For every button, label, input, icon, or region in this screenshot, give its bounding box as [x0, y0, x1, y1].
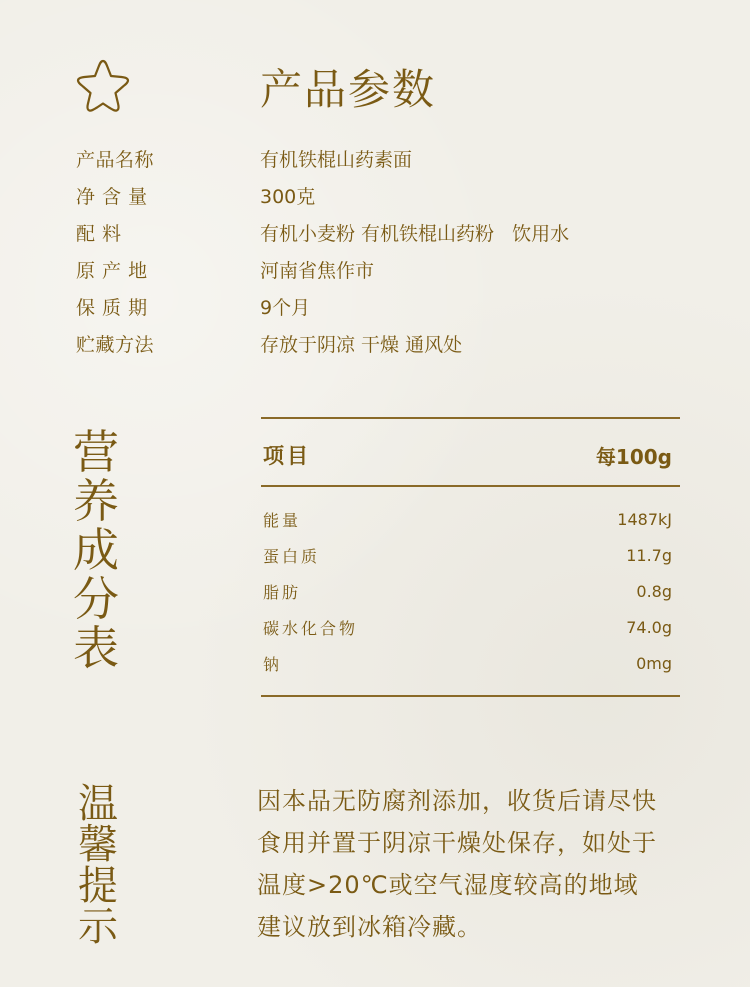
side-title-char: 营 — [73, 425, 119, 479]
param-row — [76, 177, 696, 214]
table-row — [261, 505, 680, 541]
nutrient-value: 0.8g — [636, 582, 672, 601]
header-item: 项目 — [263, 444, 311, 468]
param-label: 保 质 期 — [76, 297, 148, 319]
side-title-char: 示 — [78, 904, 118, 950]
param-value: 存放于阴凉 干燥 通风处 — [260, 334, 463, 356]
param-label: 净 含 量 — [76, 186, 148, 208]
param-value: 有机小麦粉 有机铁棍山药粉 饮用水 — [260, 223, 570, 245]
nutrient-value: 74.0g — [626, 618, 672, 637]
star-icon — [74, 58, 132, 114]
nutrient-name: 蛋白质 — [263, 547, 321, 566]
nutrient-name: 碳水化合物 — [263, 619, 359, 638]
param-label: 原 产 地 — [76, 260, 148, 282]
page-title: 产品参数 — [260, 65, 437, 114]
side-title-char: 分 — [73, 572, 119, 626]
param-row — [76, 251, 696, 288]
tips-line: 食用并置于阴凉干燥处保存，如处于 — [257, 829, 657, 857]
nutrition-table — [261, 417, 680, 697]
param-row — [76, 214, 696, 251]
nutrient-name: 钠 — [263, 655, 283, 674]
product-params — [76, 140, 696, 362]
side-title-char: 馨 — [78, 822, 118, 868]
nutrition-side-title — [66, 425, 126, 675]
nutrient-name: 脂肪 — [263, 583, 302, 602]
side-title-char: 养 — [73, 474, 119, 528]
param-label: 贮藏方法 — [76, 334, 155, 356]
table-bottom-rule — [261, 695, 680, 697]
table-row — [261, 649, 680, 685]
nutrient-value: 0mg — [636, 654, 672, 673]
param-row — [76, 140, 696, 177]
table-row — [261, 613, 680, 649]
tips-line: 建议放到冰箱冷藏。 — [257, 913, 482, 941]
param-value: 河南省焦作市 — [260, 260, 375, 282]
table-header — [261, 419, 680, 485]
nutrient-value: 1487kJ — [617, 510, 672, 529]
side-title-char: 温 — [78, 781, 118, 827]
table-row — [261, 577, 680, 613]
param-value: 有机铁棍山药素面 — [260, 149, 413, 171]
side-title-char: 提 — [78, 863, 118, 909]
side-title-char: 表 — [73, 621, 119, 675]
header-per: 每100g — [595, 445, 672, 469]
nutrient-value: 11.7g — [626, 546, 672, 565]
side-title-char: 成 — [73, 523, 119, 577]
param-value: 9个月 — [260, 297, 311, 319]
nutrient-name: 能量 — [263, 511, 302, 530]
tips-line: 温度>20℃或空气湿度较高的地域 — [257, 871, 639, 899]
param-label: 产品名称 — [76, 149, 155, 171]
tips-text — [257, 780, 697, 948]
tips-line: 因本品无防腐剂添加，收货后请尽快 — [257, 787, 657, 815]
tips-side-title — [68, 781, 128, 950]
param-label: 配 料 — [76, 223, 122, 245]
param-row — [76, 288, 696, 325]
table-row — [261, 541, 680, 577]
table-body — [261, 487, 680, 695]
param-row — [76, 325, 696, 362]
param-value: 300克 — [260, 186, 316, 208]
